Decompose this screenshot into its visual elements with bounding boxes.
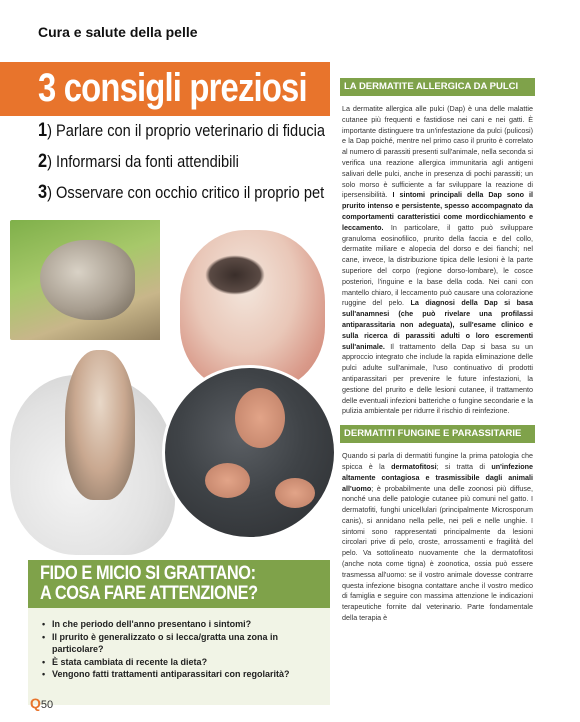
right-column — [340, 78, 535, 624]
lesion-patch — [205, 463, 250, 498]
article2-body — [340, 443, 535, 624]
tip-text: Parlare con il proprio veterinario di fiducia — [56, 121, 326, 140]
lesion-patch — [275, 478, 315, 508]
kitten-in-hands-photo — [10, 345, 180, 560]
article1-bold2: La diagnosi della Dap si basa sull'anamnesi (che può rivelare una profilassi antiparassitaria non adeguata), sull'esame clinico e sulla ricerca di parassiti adulti o loro escrementi sull'animale. — [342, 298, 533, 351]
page-number — [30, 695, 53, 711]
cat-shape — [40, 240, 135, 320]
cat-scratching-photo — [10, 220, 175, 340]
scratch-questions — [28, 608, 330, 705]
tip-item: 1) Parlare con il proprio veterinario di fiducia — [38, 120, 326, 141]
article2-bold1: dermatofitosi — [391, 461, 437, 471]
brand-q-logo: Q — [30, 695, 41, 711]
article1-para3: Il trattamento della Dap si basa su un approccio integrato che include la rapida eliminazione delle pulci adulte sull'animale, l'uso continuativo di prodotti antiparassitari per prevenire le future infestazioni, la gestione del prurito e delle lesioni cutanee, il trattamento delle eventuali infezioni batteriche o fungine secondarie e la pulizia ambientale per ridurre il rischio di reinfezione. — [342, 341, 533, 416]
tip-text: Informarsi da fonti attendibili — [56, 152, 239, 171]
photo-collage — [10, 215, 335, 560]
dog-face — [205, 255, 265, 295]
tip-text: Osservare con occhio critico il proprio pet — [56, 183, 325, 202]
scratch-box-title-line2: A COSA FARE ATTENZIONE? — [40, 583, 258, 604]
article1-body — [340, 96, 535, 417]
tips-list — [38, 120, 338, 213]
question-item: • In che periodo dell'anno presentano i sintomi? — [42, 618, 316, 631]
kitten-shape — [65, 350, 135, 500]
question-item: • È stata cambiata di recente la dieta? — [42, 656, 316, 669]
tip-number: 1 — [38, 120, 48, 141]
article2-para3: ; è probabilmente una delle zoonosi più diffuse, nonché una delle patologie cutanee più comuni nel gatto. I dermatofiti, funghi unicellulari (principalmente Microsporum canis), si annidano nella pelle, nei peli e nelle unghie. I sintomi sono rappresentati principalmente da lesioni circolari prive di pelo, croste, arrossamenti e fragilità del pelo. Va sottolineato nuovamente che la dermatofitosi (anche nota come tigna) è zoonotica, ossia può essere trasmessa all'uomo: se il vostro animale dovesse contrarre questa infezione bisogna contattare anche il vostro medico di famiglia e seguire con massima attenzione le indicazioni terapeutiche fornite dal veterinario. Parte fondamentale della terapia è — [342, 483, 533, 623]
article1-para1: La dermatite allergica alle pulci (Dap) è una delle malattie cutanee più frequenti e fastidiose nei cani e nei gatti. È importante distinguere tra un'infestazione da pulci (pulicosi) e la Dap poiché, mentre nel primo caso il prurito è correlato al numero di parassiti presenti sull'animale, nella seconda si verifica una reazione allergica immunitaria agli antigeni salivari delle pulci, anche in presenza di pochi parassiti; un solo morso è sufficiente a far sviluppare la reazione di ipersensibilità. — [342, 104, 533, 200]
question-item: • Vengono fatti trattamenti antiparassitari con regolarità? — [42, 668, 316, 681]
title-band — [0, 62, 330, 116]
skin-lesion-closeup-photo — [162, 365, 337, 540]
article2-heading: DERMATITI FUNGINE E PARASSITARIE — [340, 425, 535, 443]
scratch-box-title — [40, 564, 258, 604]
article2-bold2: un'infezione altamente contagiosa e trasmissibile dagli animali all'uomo — [342, 461, 533, 493]
tip-item: 2) Informarsi da fonti attendibili — [38, 151, 239, 172]
scratch-box-header — [28, 560, 330, 608]
article1-heading: LA DERMATITE ALLERGICA DA PULCI — [340, 78, 535, 96]
lesion-patch — [235, 388, 285, 448]
page-title: 3 consigli preziosi — [38, 66, 307, 110]
section-heading: Cura e salute della pelle — [38, 24, 198, 40]
article2-para2: ; si tratta di — [436, 461, 485, 471]
article1-para2: In particolare, il gatto può sviluppare granuloma eosinofilico, prurito della faccia e del collo, dermatite miliare e alopecia del dorso e dei fianchi; nel cane, invece, la distribuzione tipica delle lesioni è la parte superiore del corpo (regione dorso-lombare), le cosce posteriori, l'inguine e la base della coda. Nei cani con mantello chiaro, il leccamento può causare una colorazione ruggine del pelo. — [342, 222, 533, 308]
page-number-value: 50 — [40, 699, 54, 711]
scratch-box-title-line1: FIDO E MICIO SI GRATTANO: — [40, 563, 256, 584]
article1-bold1: I sintomi principali della Dap sono il prurito intenso e persistente, spesso accompagnato da comportamenti caratteristici come mordicchiamento e leccamento. — [342, 190, 534, 232]
tip-item: 3) Osservare con occhio critico il proprio pet — [38, 182, 325, 203]
tip-number: 2 — [38, 151, 48, 172]
tip-number: 3 — [38, 182, 48, 203]
question-item: • Il prurito è generalizzato o si lecca/gratta una zona in particolare? — [42, 631, 316, 656]
article2-para1: Quando si parla di dermatiti fungine la prima patologia che spicca è la — [342, 451, 533, 471]
